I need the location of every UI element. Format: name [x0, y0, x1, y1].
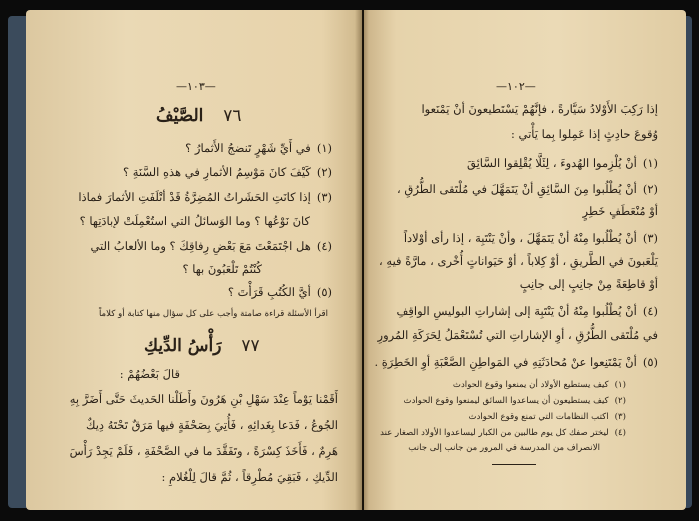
story-line: الجُوعُ ، فَدَعا بِغَدائِهِ ، فَأُتِيَ بِصَحْفَةٍ فيها مَرَقٌ تَحْتَهُ دِيكٌ: [86, 418, 338, 432]
story-line: الدِّيكِ ، فَبَقِيَ مُطْرِقاً ، ثُمَّ قالَ لِلْغُلامِ :: [161, 470, 338, 484]
list-item: أوْ قاطِعَةً مِنْ جانِبٍ إلى جانِبٍ: [519, 277, 658, 291]
exercise-line: (٣)اكتب النظامات التي تمنع وقوع الحوادث: [468, 412, 626, 422]
question-line: (٥)أيَّ الكُتُبِ قَرَأْتَ ؟: [227, 285, 332, 299]
exercise-line: (٤)ليختر صفك كل يوم طالبين من الكبار ليساعدوا الأولاد الصغار عند: [380, 428, 626, 438]
section-title-rooster: [144, 336, 260, 356]
section-title-summer: [156, 106, 242, 126]
story-line: هَرِمٌ ، فَأَخَذَ كِسْرَةً ، وتَفَقَّدَ ما في الصَّحْفَةِ ، فَلَمْ يَجِدْ رَأْسَ: [69, 444, 338, 458]
question-line: كُنْتُمْ تَلْعَبُونَ بها ؟: [182, 262, 262, 276]
list-item: (٢)أنْ يُطْلُبوا مِنَ السَّائِقِ أنْ يَتَمَهَّلَ في مُلْتَقى الطُّرُقِ ،: [397, 182, 658, 196]
end-rule: [492, 464, 536, 465]
intro-line: وُقوعَ حادِثٍ إذا عَمِلوا بِما يَأْتي :: [510, 127, 658, 141]
left-page: [26, 10, 362, 510]
story-line: قالَ بَعْضُهُمْ :: [119, 367, 180, 381]
exercise-line: (٢)كيف يستطيعون أن يساعدوا السائق ليمنعوا وقوع الحوادث: [403, 396, 626, 406]
page-number: —١٠٣—: [176, 80, 216, 93]
list-item: (٤)أنْ يُطْلُبوا مِنْهُ أنْ يَنْتَبِهَ إلى إشاراتِ البوليسِ الواقِفِ: [396, 304, 658, 318]
question-line: (٢)كَيْفَ كانَ مَوْسِمُ الأثمارِ في هذهِ السَّنَةِ ؟: [122, 165, 332, 179]
intro-line: إذا رَكِبَ الأَوْلادُ سَيَّارةً ، فإنَّهُمْ يَسْتَطيعونَ أنْ يَمْنَعوا: [421, 102, 658, 116]
page-number: —١٠٢—: [496, 80, 536, 93]
exercise-line: (١)كيف يستطيع الأولاد أن يمنعوا وقوع الحوادث: [452, 380, 626, 390]
section-heading: رَأْسُ الدِّيكِ: [144, 336, 222, 356]
right-page: [364, 10, 686, 510]
question-line: (٤)هل اجْتَمَعْتَ مَعَ بَعْضِ رِفاقِكَ ؟ وما الألعابُ التي: [90, 239, 332, 253]
list-item: في مُلْتَقى الطُّرُقِ ، أوِ الإشاراتِ التي تُسْتَعْمَلُ لِحَرَكَةِ المُرورِ: [377, 328, 658, 342]
exercise-line: الانصراف من المدرسة في المرور من جانب إلى جانب: [408, 443, 600, 453]
book-spine: [355, 10, 369, 510]
question-line: كانَ نَوْعُها ؟ وما الوَسائلُ التي استُعْمِلَتْ لإبادَتِها ؟: [79, 214, 310, 228]
list-item: (١)أنْ يُلْزِموا الهُدوءَ ، لِئَلَّا يُقْلِقوا السَّائِقَ: [467, 156, 658, 170]
section-number: ٧٦: [223, 106, 242, 126]
open-book: [8, 6, 692, 514]
list-item: (٥)أنْ يَمْتَنِعوا عنْ مُحادَثَتِهِ في المَواطِنِ الصَّعْبَةِ أوِ الخَطِرَةِ .: [374, 355, 658, 369]
story-line: أَقَمْنا يَوْماً عِنْدَ سَهْلِ بْنِ هَرُونَ وأَطَلْنا الحَديثَ حَتَّى أَضَرَّ بِهِ: [69, 392, 338, 406]
list-item: أوْ مُنْعَطَفٍ خَطِرٍ: [582, 204, 658, 218]
question-line: (١)في أَيِّ شَهْرٍ تَنضجُ الأَثمارُ ؟: [185, 141, 332, 155]
instruction-text: اقرأ الأسئلة قراءة صامتة وأجب على كل سؤال منها كتابة أو كلاماً: [98, 309, 328, 319]
section-heading: الصَّيْفُ: [156, 106, 204, 126]
list-item: يَلْعَبونَ في الطَّريقِ ، أوْ كِلاباً ، أوْ حَيَواناتٍ أُخْرى ، مارَّةً فيهِ ،: [379, 254, 658, 268]
list-item: (٣)أنْ يُطْلُبوا مِنْهُ أنْ يَتَمَهَّلَ ، وأنْ يَنْتَبِهَ ، إذا رأى أوْلاداً: [403, 231, 658, 245]
question-line: (٣)إذا كانَتِ الحَشَراتُ المُضِرَّةُ قَدْ أتْلَفَتِ الأثمارَ فماذا: [78, 190, 332, 204]
section-number: ٧٧: [241, 336, 260, 356]
